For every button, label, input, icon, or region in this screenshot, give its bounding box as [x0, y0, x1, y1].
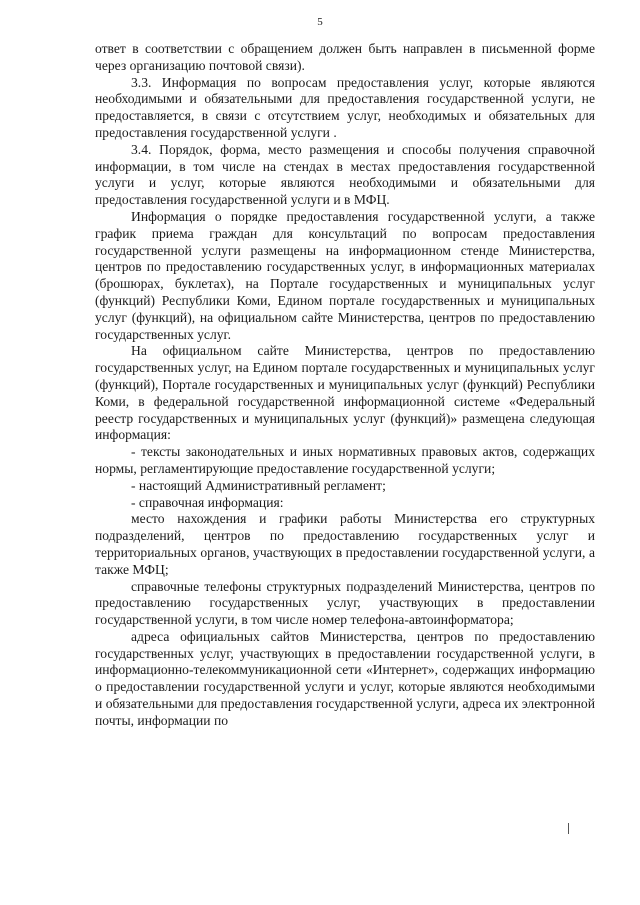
paragraph-3-4: 3.4. Порядок, форма, место размещения и способы получения справочной информации, в том числе на стендах в местах предоставления государственной услуги и услуг, которые являются необходимыми и обязательными для предоставления государственной услуги и в МФЦ.: [95, 141, 595, 208]
document-body: [95, 41, 595, 730]
paragraph-locations: место нахождения и графики работы Министерства его структурных подразделений, центров по предоставлению государственных услуг и территориальных органов, участвующих в предоставлении государственной услуги, а также МФЦ;: [95, 511, 595, 577]
list-item-regulation: - настоящий Административный регламент;: [131, 477, 386, 493]
page-number: 5: [317, 16, 323, 28]
scan-mark: [568, 823, 569, 834]
paragraph-websites: адреса официальных сайтов Министерства, центров по предоставлению государственных услуг, участвующих в предоставлении государственной услуги, в информационно-телекоммуникационной сети «Интернет», содержащих информацию о предоставлении государственной услуги и услуг, которые являются необходимыми и обязательными для предоставления государственной услуги, адреса их электронной почты, информации по: [95, 628, 595, 728]
list-item-reference-info: - справочная информация:: [131, 494, 284, 510]
paragraph-continuation: ответ в соответствии с обращением должен быть направлен в письменной форме через организацию почтовой связи).: [95, 41, 595, 73]
list-item-legal-acts: - тексты законодательных и иных нормативных правовых актов, содержащих нормы, регламентирующие предоставление государственной услуги;: [95, 444, 595, 476]
paragraph-3-3: 3.3. Информация по вопросам предоставления услуг, которые являются необходимыми и обязательными для предоставления государственной услуги, не предоставляется, в связи с отсутствием услуг, необходимых и обязательных для предоставления государственной услуги .: [95, 74, 595, 140]
paragraph-info-order: Информация о порядке предоставления государственной услуги, а также график приема граждан для консультаций по вопросам предоставления государственной услуги размещены на информационном стенде Министерства, центров по предоставлению государственных услуг, в информационных материалах (брошюрах, буклетах), на Портале государственных и муниципальных услуг (функций) Республики Коми, Едином портале государственных и муниципальных услуг (функций), на официальном сайте Министерства, центров по предоставлению государственных услуг.: [95, 208, 595, 342]
paragraph-official-site: На официальном сайте Министерства, центров по предоставлению государственных услуг, на Едином портале государственных и муниципальных услуг (функций), Портале государственных и муниципальных услуг (функций) Республики Коми, в федеральной государственной информационной системе «Федеральный реестр государственных и муниципальных услуг (функций)» размещена следующая информация:: [95, 343, 595, 443]
paragraph-phones: справочные телефоны структурных подразделений Министерства, центров по предоставлению государственных услуг, участвующих в предоставлении государственной услуги, в том числе номер телефона-автоинформатора;: [95, 578, 595, 628]
